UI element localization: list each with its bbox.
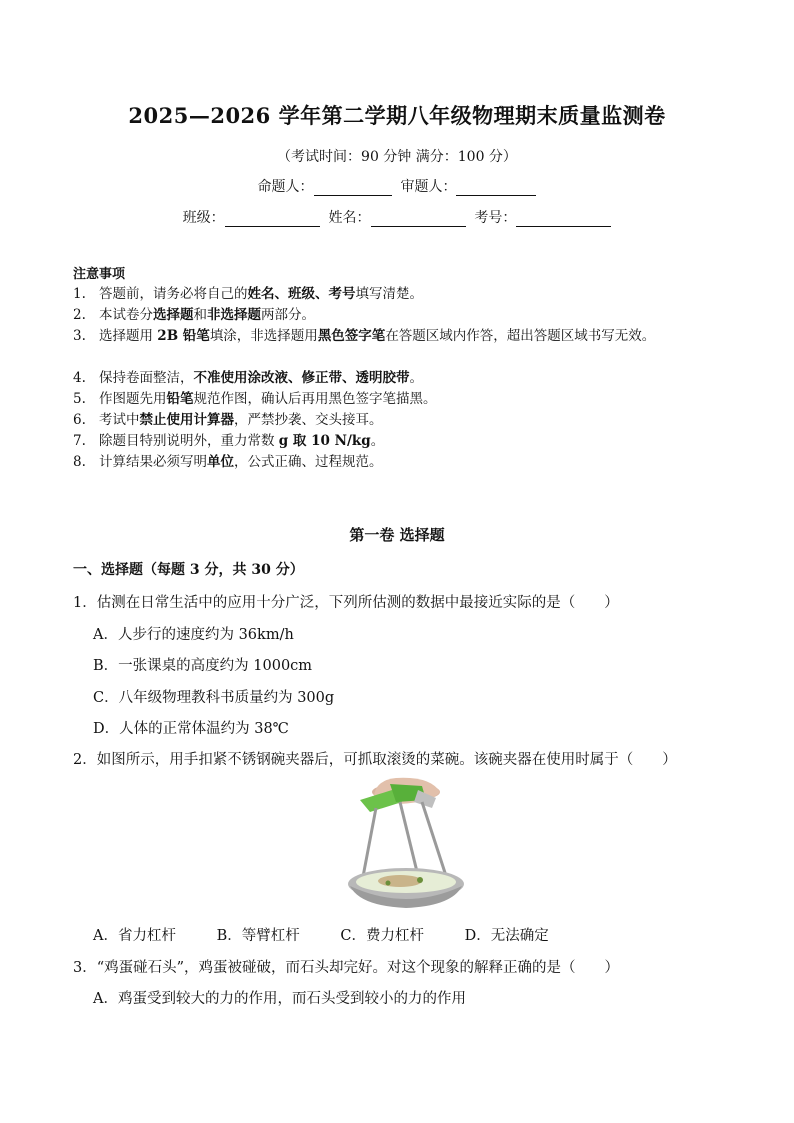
note-item <box>73 452 723 472</box>
note-text: 两部分。 <box>261 307 315 323</box>
note-number: 6. <box>73 412 86 428</box>
note-item <box>73 326 723 346</box>
question-3: 3．“鸡蛋碰石头”，鸡蛋被碰破，而石头却完好。对这个现象的解释正确的是（ ） <box>73 960 620 976</box>
part-title: 一、选择题（每题 3 分，共 30 分） <box>73 562 304 578</box>
question-2-option-b: B．等臂杠杆 <box>216 928 300 944</box>
note-bold: 铅笔 <box>166 391 194 407</box>
note-bold: 黑色签字笔 <box>317 328 386 344</box>
note-item <box>73 368 723 388</box>
note-text: 在答题区域内作答，超出答题区域书写无效。 <box>385 328 656 344</box>
bowl-clamp-illustration <box>340 772 470 917</box>
note-item <box>73 431 723 451</box>
exam-title: 2025—2026 学年第二学期八年级物理期末质量监测卷 <box>128 103 666 128</box>
note-number: 7. <box>73 433 86 449</box>
note-text: 本试卷分 <box>99 307 153 323</box>
note-text: 除题目特别说明外，重力常数 <box>99 433 279 449</box>
bowl-clamp-figure <box>340 772 470 917</box>
setter-blank <box>314 181 392 196</box>
name-blank <box>371 212 466 227</box>
note-text: 填涂，非选择题用 <box>209 328 318 344</box>
note-bold: 姓名、班级、考号 <box>247 286 356 302</box>
note-bold: 非选择题 <box>207 307 261 323</box>
note-bold: 2B 铅笔 <box>157 328 210 344</box>
notes-heading: 注意事项 <box>73 267 126 282</box>
note-text: 和 <box>193 307 207 323</box>
note-number: 3. <box>73 328 86 344</box>
note-number: 4. <box>73 370 86 386</box>
reviewer-blank <box>456 181 536 196</box>
question-1-option-d: D．人体的正常体温约为 38℃ <box>93 721 289 737</box>
question-2-option-d: D．无法确定 <box>464 928 549 944</box>
note-bold: 选择题 <box>153 307 194 323</box>
question-1-option-c: C．八年级物理教科书质量约为 300g <box>93 690 335 706</box>
question-1: 1．估测在日常生活中的应用十分广泛，下列所估测的数据中最接近实际的是（ ） <box>73 595 619 611</box>
note-item <box>73 305 723 325</box>
question-2-options <box>93 924 585 945</box>
setter-label: 命题人： <box>257 179 314 195</box>
note-text: 。 <box>409 370 423 386</box>
section-title: 第一卷 选择题 <box>349 526 445 544</box>
note-bold: 不准使用涂改液、修正带、透明胶带 <box>193 370 410 386</box>
note-number: 5. <box>73 391 86 407</box>
note-item <box>73 410 723 430</box>
note-text: 规范作图，确认后再用黑色签字笔描黑。 <box>193 391 437 407</box>
note-number: 2. <box>73 307 86 323</box>
note-number: 1. <box>73 286 86 302</box>
note-text: 选择题用 <box>99 328 158 344</box>
exam-no-blank <box>516 212 611 227</box>
note-text: 答题前，请务必将自己的 <box>99 286 248 302</box>
note-text: 计算结果必须写明 <box>99 454 207 470</box>
student-info-line <box>0 207 794 227</box>
note-bold: 单位 <box>207 454 234 470</box>
question-2-option-c: C．费力杠杆 <box>340 928 424 944</box>
note-number: 8. <box>73 454 86 470</box>
note-bold: g 取 10 N/kg <box>278 433 371 449</box>
question-1-option-a: A．人步行的速度约为 36km/h <box>93 627 294 643</box>
name-label: 姓名： <box>328 210 371 226</box>
note-text: 。 <box>370 433 385 449</box>
note-item <box>73 284 723 304</box>
question-3-option-a: A．鸡蛋受到较大的力的作用，而石头受到较小的力的作用 <box>93 991 466 1007</box>
note-text: 作图题先用 <box>99 391 167 407</box>
note-text: ，公式正确、过程规范。 <box>234 454 383 470</box>
class-label: 班级： <box>182 210 225 226</box>
note-text: 考试中 <box>99 412 140 428</box>
note-bold: 禁止使用计算器 <box>139 412 234 428</box>
note-text: 填写清楚。 <box>355 286 423 302</box>
exam-no-label: 考号： <box>474 210 517 226</box>
note-text: ，严禁抄袭、交头接耳。 <box>234 412 383 428</box>
author-line <box>0 176 794 196</box>
exam-subtitle: （考试时间：90 分钟 满分：100 分） <box>277 149 517 165</box>
note-text: 保持卷面整洁， <box>99 370 194 386</box>
question-2: 2．如图所示，用手扣紧不锈钢碗夹器后，可抓取滚烫的菜碗。该碗夹器在使用时属于（ ） <box>73 752 677 768</box>
question-2-option-a: A．省力杠杆 <box>93 928 176 944</box>
class-blank <box>225 212 320 227</box>
reviewer-label: 审题人： <box>400 179 457 195</box>
note-item <box>73 389 723 409</box>
question-1-option-b: B．一张课桌的高度约为 1000cm <box>93 658 313 674</box>
